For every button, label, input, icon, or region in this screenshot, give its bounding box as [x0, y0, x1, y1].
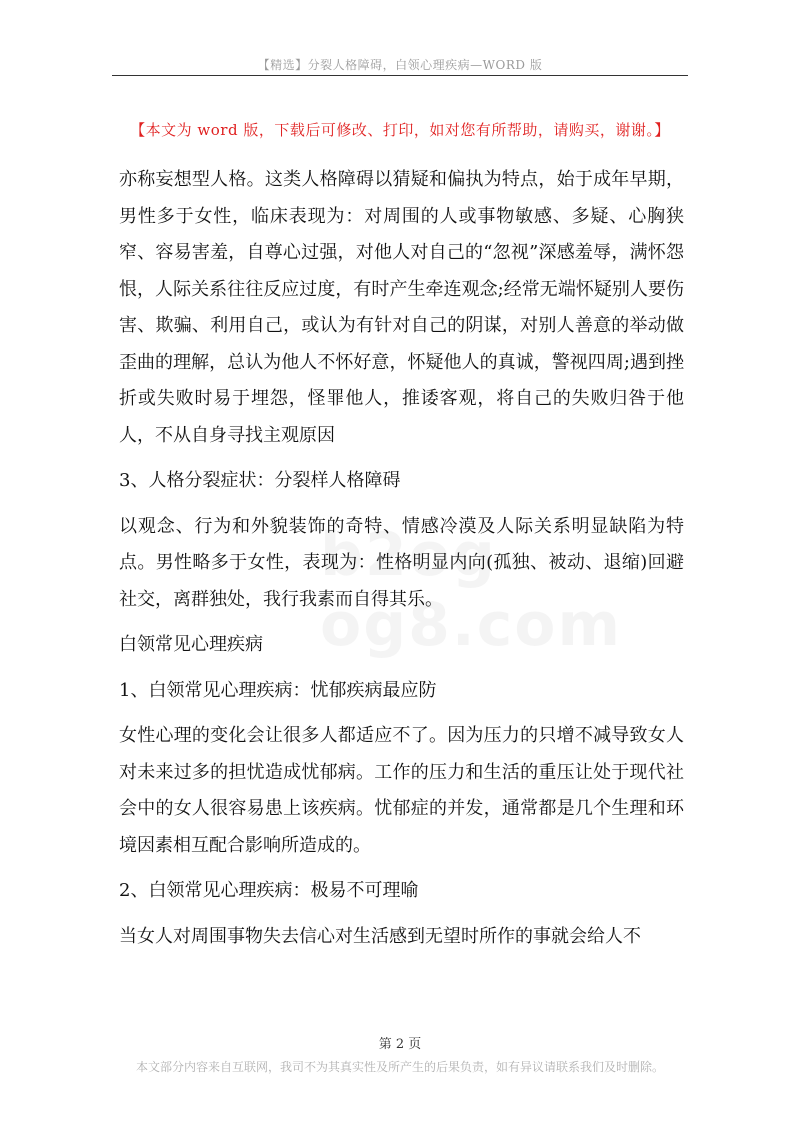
paragraph-depression: 女性心理的变化会让很多人都适应不了。因为压力的只增不减导致女人对未来过多的担忧造成忧郁病。工作的压力和生活的重压让处于现代社会中的女人很容易患上该疾病。忧郁症的并发，通常都是几个生理和环境因素相互配合影响所造成的。 — [119, 725, 684, 856]
page-number: 第 2 页 — [378, 1037, 422, 1052]
paragraph-schizoid-personality: 以观念、行为和外貌装饰的奇特、情感冷漠及人际关系明显缺陷为特点。男性略多于女性，表现为：性格明显内向(孤独、被动、退缩)回避社交，离群独处，我行我素而自得其乐。 — [119, 515, 684, 610]
heading-depression: 1、白领常见心理疾病：忧郁疾病最应防 — [119, 679, 437, 701]
document-body — [119, 162, 684, 955]
heading-schizoid-personality: 3、人格分裂症状：分裂样人格障碍 — [119, 470, 401, 491]
footer-disclaimer: 本文部分内容来自互联网，我司不为其真实性及所产生的后果负责，如有异议请联系我们及时删除。 — [135, 1060, 664, 1074]
document-header-title: 【精选】分裂人格障碍，白领心理疾病—WORD 版 — [257, 58, 543, 72]
purchase-notice: 【本文为 word 版，下载后可修改、打印，如对您有所帮助，请购买，谢谢。】 — [130, 121, 670, 139]
paragraph-unreasonable: 当女人对周围事物失去信心对生活感到无望时所作的事就会给人不 — [119, 925, 641, 947]
section-title-white-collar: 白领常见心理疾病 — [119, 634, 263, 655]
paragraph-paranoid-personality: 亦称妄想型人格。这类人格障碍以猜疑和偏执为特点，始于成年早期，男性多于女性，临床表现为：对周围的人或事物敏感、多疑、心胸狭窄、容易害羞，自尊心过强，对他人对自己的“忽视”深感羞辱，满怀怨恨，人际关系往往反应过度，有时产生牵连观念;经常无端怀疑别人要伤害、欺骗、利用自己，或认为有针对自己的阴谋，对别人善意的举动做歪曲的理解，总认为他人不怀好意，怀疑他人的真诚，警视四周;遇到挫折或失败时易于埋怨，怪罪他人，推诿客观，将自己的失败归咎于他人，不从自身寻找主观原因 — [119, 169, 684, 446]
header-divider — [112, 75, 688, 76]
heading-unreasonable: 2、白领常见心理疾病：极易不可理喻 — [119, 880, 419, 901]
